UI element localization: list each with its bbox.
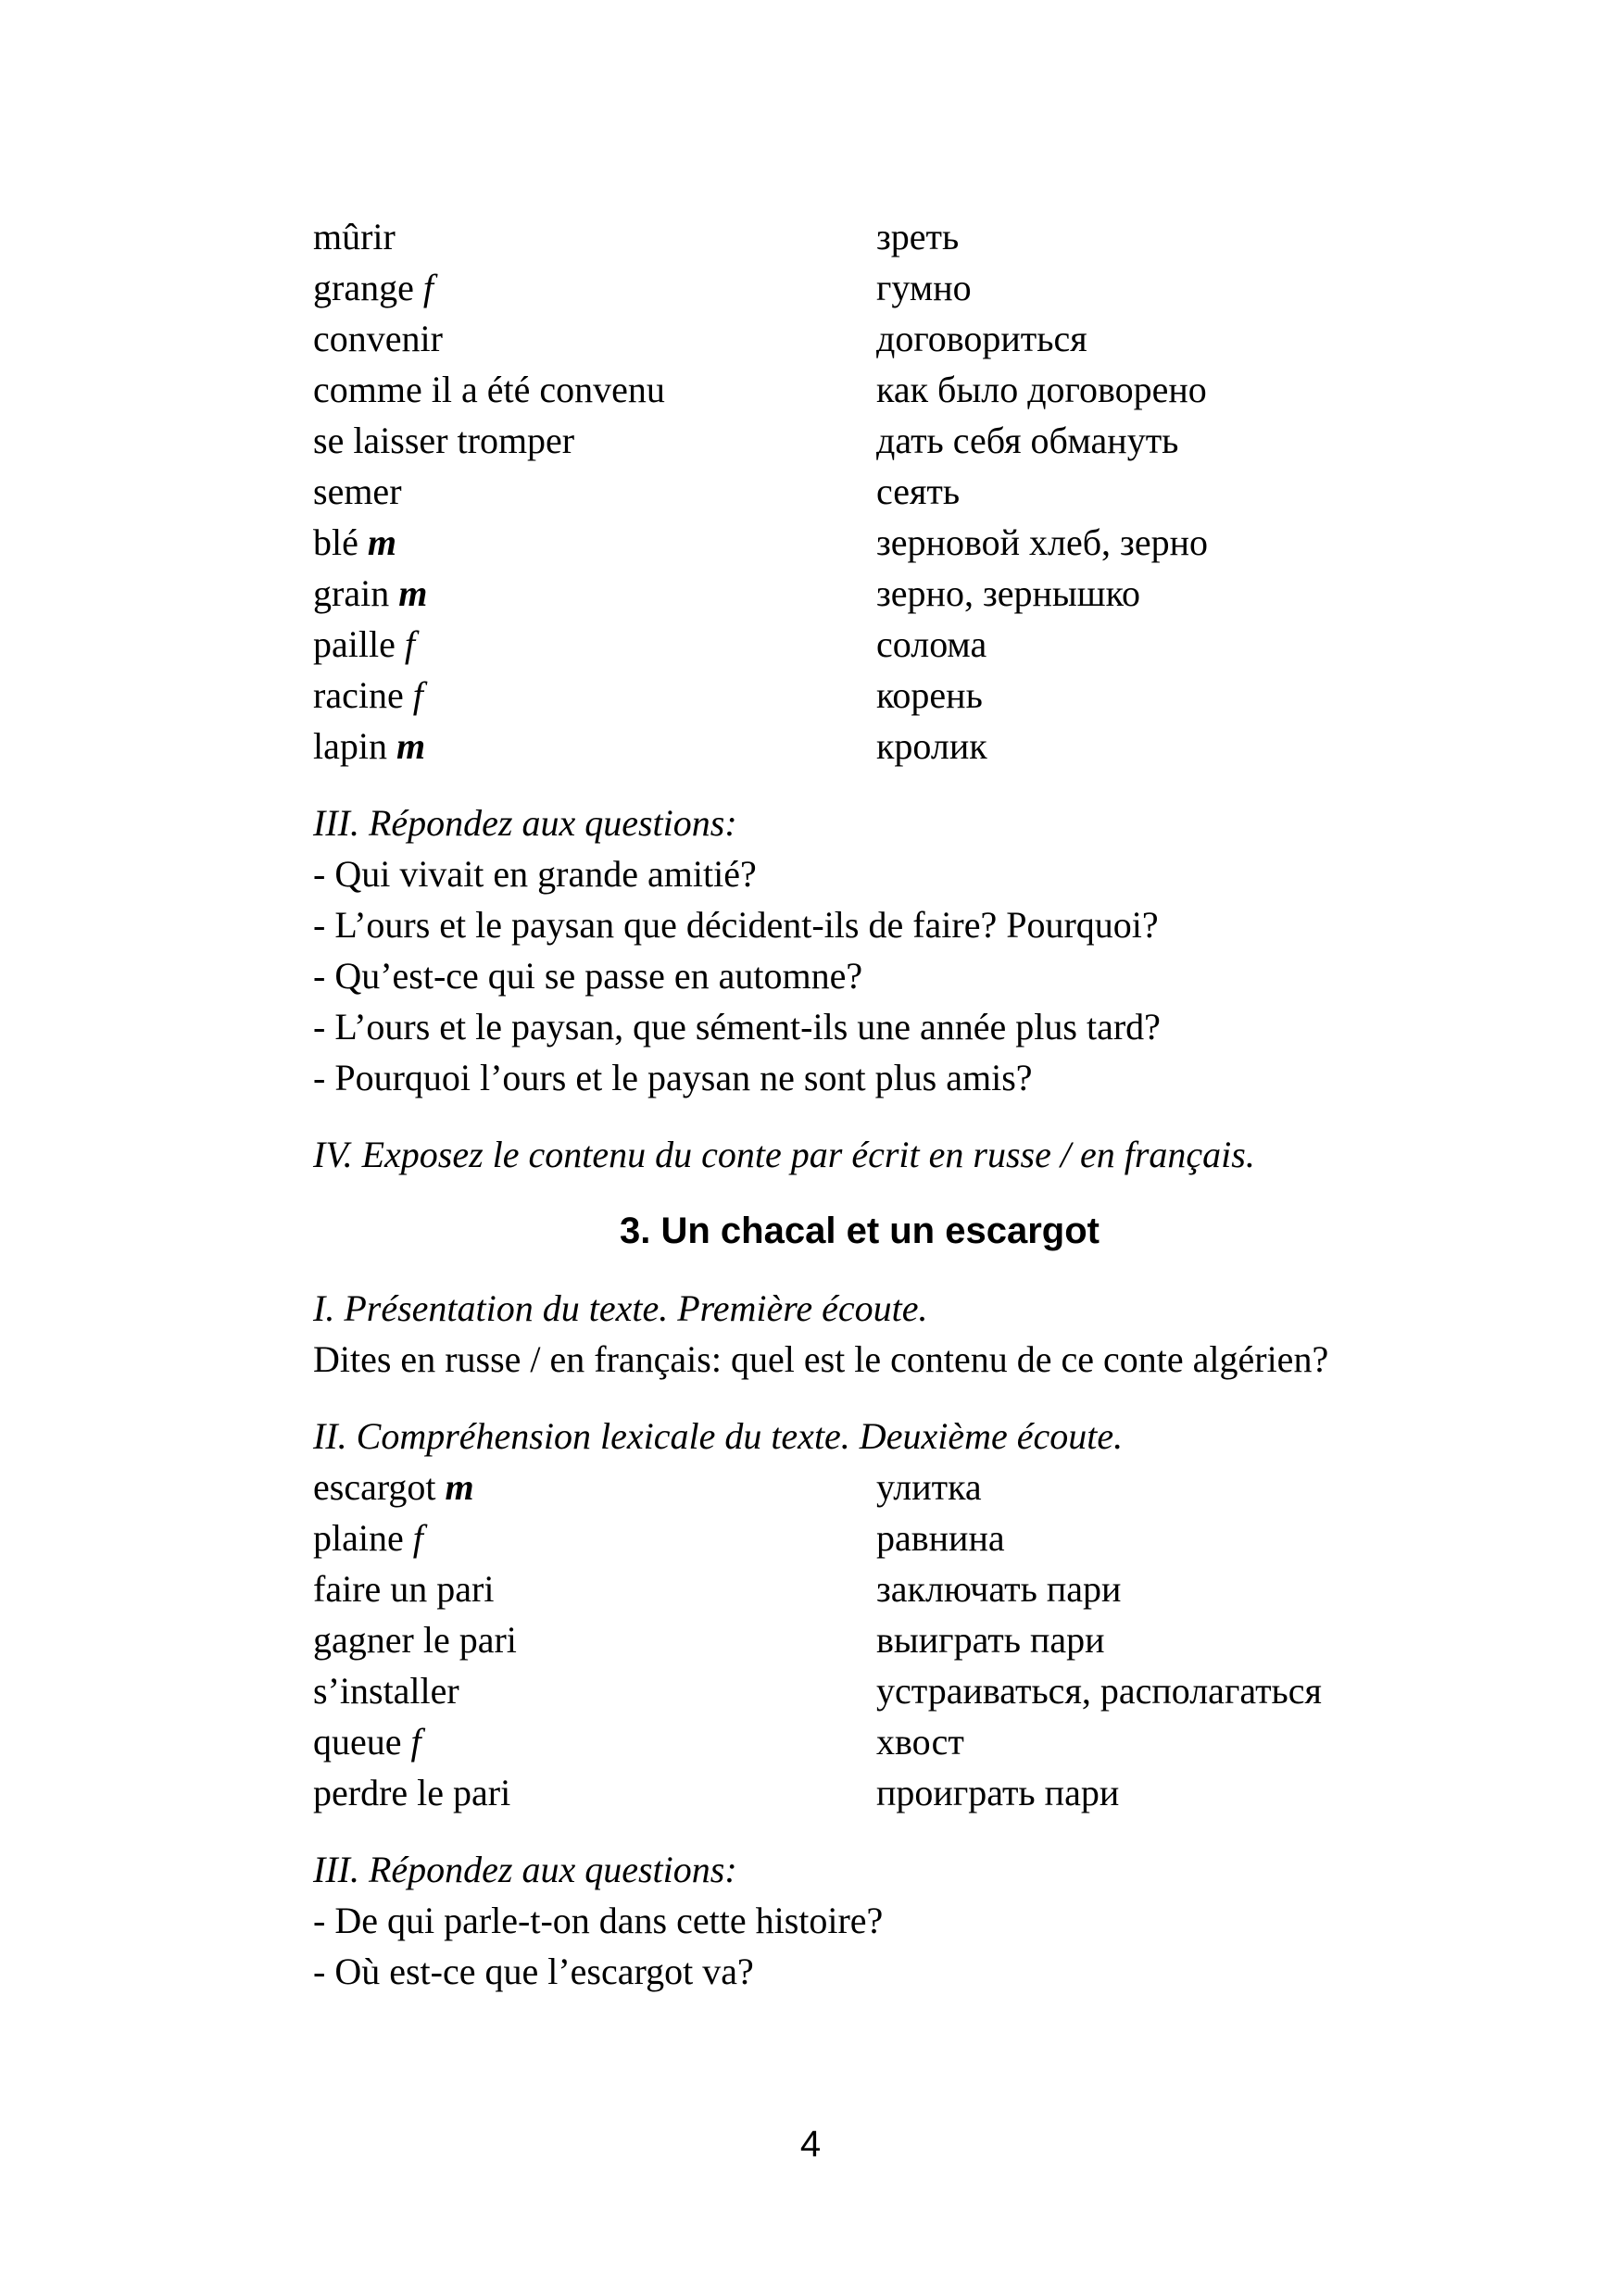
task-four: IV. Exposez le contenu du conte par écrit en russe / en français. [313,1134,1255,1175]
vocab-french: gagner le pari [313,1619,517,1661]
vocab-row [313,1614,1406,1665]
gender-marker: f [412,1517,423,1559]
vocab-french: faire un pari [313,1568,495,1610]
gender-marker: f [412,674,423,716]
vocab-row [313,313,1406,364]
vocab-french: se laisser tromper [313,420,575,461]
vocab-russian: корень [876,674,983,716]
spacer [313,1103,1406,1129]
vocab-french: blé m [313,521,396,563]
vocab-row [313,1563,1406,1614]
vocab-russian: кролик [876,725,987,767]
questions-section-1 [313,797,1406,1103]
vocab-russian: сеять [876,470,961,512]
vocab-russian: выиграть пари [876,1619,1105,1661]
vocab-row [313,568,1406,619]
vocab-russian: равнина [876,1517,1005,1559]
vocab-row [313,1512,1406,1563]
vocab-russian: дать себя обмануть [876,420,1179,461]
vocab-french: perdre le pari [313,1772,511,1813]
questions-heading: III. Répondez aux questions: [313,1849,737,1890]
vocab-russian: улитка [876,1466,982,1508]
vocab-russian: проиграть пари [876,1772,1120,1813]
page-number: 4 [799,2124,822,2164]
vocab-russian: зерно, зернышко [876,572,1140,614]
vocab-russian: заключать пари [876,1568,1122,1610]
vocab-list-1 [313,211,1406,772]
question-item: - De qui parle-t-on dans cette histoire? [313,1900,884,1941]
gender-marker: m [367,521,396,563]
gender-marker: m [396,725,426,767]
question-item: - Qu’est-ce qui se passe en automne? [313,955,863,997]
questions-section-2 [313,1844,1406,1997]
vocab-russian: устраиваться, располагаться [876,1670,1322,1712]
questions-heading: III. Répondez aux questions: [313,802,737,844]
vocab-row [313,721,1406,772]
spacer [313,772,1406,797]
vocab-russian: гумно [876,267,972,308]
vocab-row [313,1462,1406,1512]
vocab-french: racine f [313,674,423,716]
vocab-row [313,415,1406,466]
part-two-heading: II. Compréhension lexicale du texte. Deuxième écoute. [313,1415,1124,1457]
vocab-french: comme il a été convenu [313,369,665,410]
vocab-russian: солома [876,623,987,665]
part-one-heading: I. Présentation du texte. Première écoute. [313,1287,928,1329]
vocab-russian: зерновой хлеб, зерно [876,521,1209,563]
vocab-french: grain m [313,572,428,614]
vocab-french: mûrir [313,216,396,257]
vocab-russian: как было договорено [876,369,1207,410]
gender-marker: m [398,572,428,614]
question-item: - Où est-ce que l’escargot va? [313,1951,754,1992]
vocab-french: plaine f [313,1517,423,1559]
spacer [313,1180,1406,1206]
spacer [313,1818,1406,1844]
vocab-french: lapin m [313,725,426,767]
question-item: - L’ours et le paysan que décident-ils de faire? Pourquoi? [313,904,1159,946]
spacer [313,1385,1406,1411]
vocab-row [313,1665,1406,1716]
vocab-french: escargot m [313,1466,474,1508]
gender-marker: f [422,267,434,308]
vocab-french: grange f [313,267,434,308]
vocab-row [313,466,1406,517]
spacer [313,1257,1406,1283]
vocab-russian: договориться [876,318,1087,359]
vocab-russian: зреть [876,216,960,257]
vocab-row [313,1716,1406,1767]
vocab-french: convenir [313,318,443,359]
section-title: 3. Un chacal et un escargot [620,1211,1100,1251]
gender-marker: f [410,1721,421,1763]
page-content [313,211,1406,1997]
vocab-french: paille f [313,623,415,665]
vocab-row [313,211,1406,262]
vocab-row [313,619,1406,670]
question-item: - L’ours et le paysan, que sément-ils une année plus tard? [313,1006,1161,1048]
gender-marker: f [404,623,415,665]
vocab-row [313,517,1406,568]
vocab-russian: хвост [876,1721,964,1763]
vocab-row [313,262,1406,313]
vocab-french: s’installer [313,1670,459,1712]
vocab-french: semer [313,470,402,512]
vocab-french: queue f [313,1721,421,1763]
question-item: - Pourquoi l’ours et le paysan ne sont plus amis? [313,1057,1033,1098]
vocab-row [313,364,1406,415]
vocab-list-2 [313,1462,1406,1818]
vocab-row [313,670,1406,721]
gender-marker: m [445,1466,474,1508]
question-item: - Qui vivait en grande amitié? [313,853,757,895]
part-one-text: Dites en russe / en français: quel est le contenu de ce conte algérien? [313,1338,1329,1380]
vocab-row [313,1767,1406,1818]
